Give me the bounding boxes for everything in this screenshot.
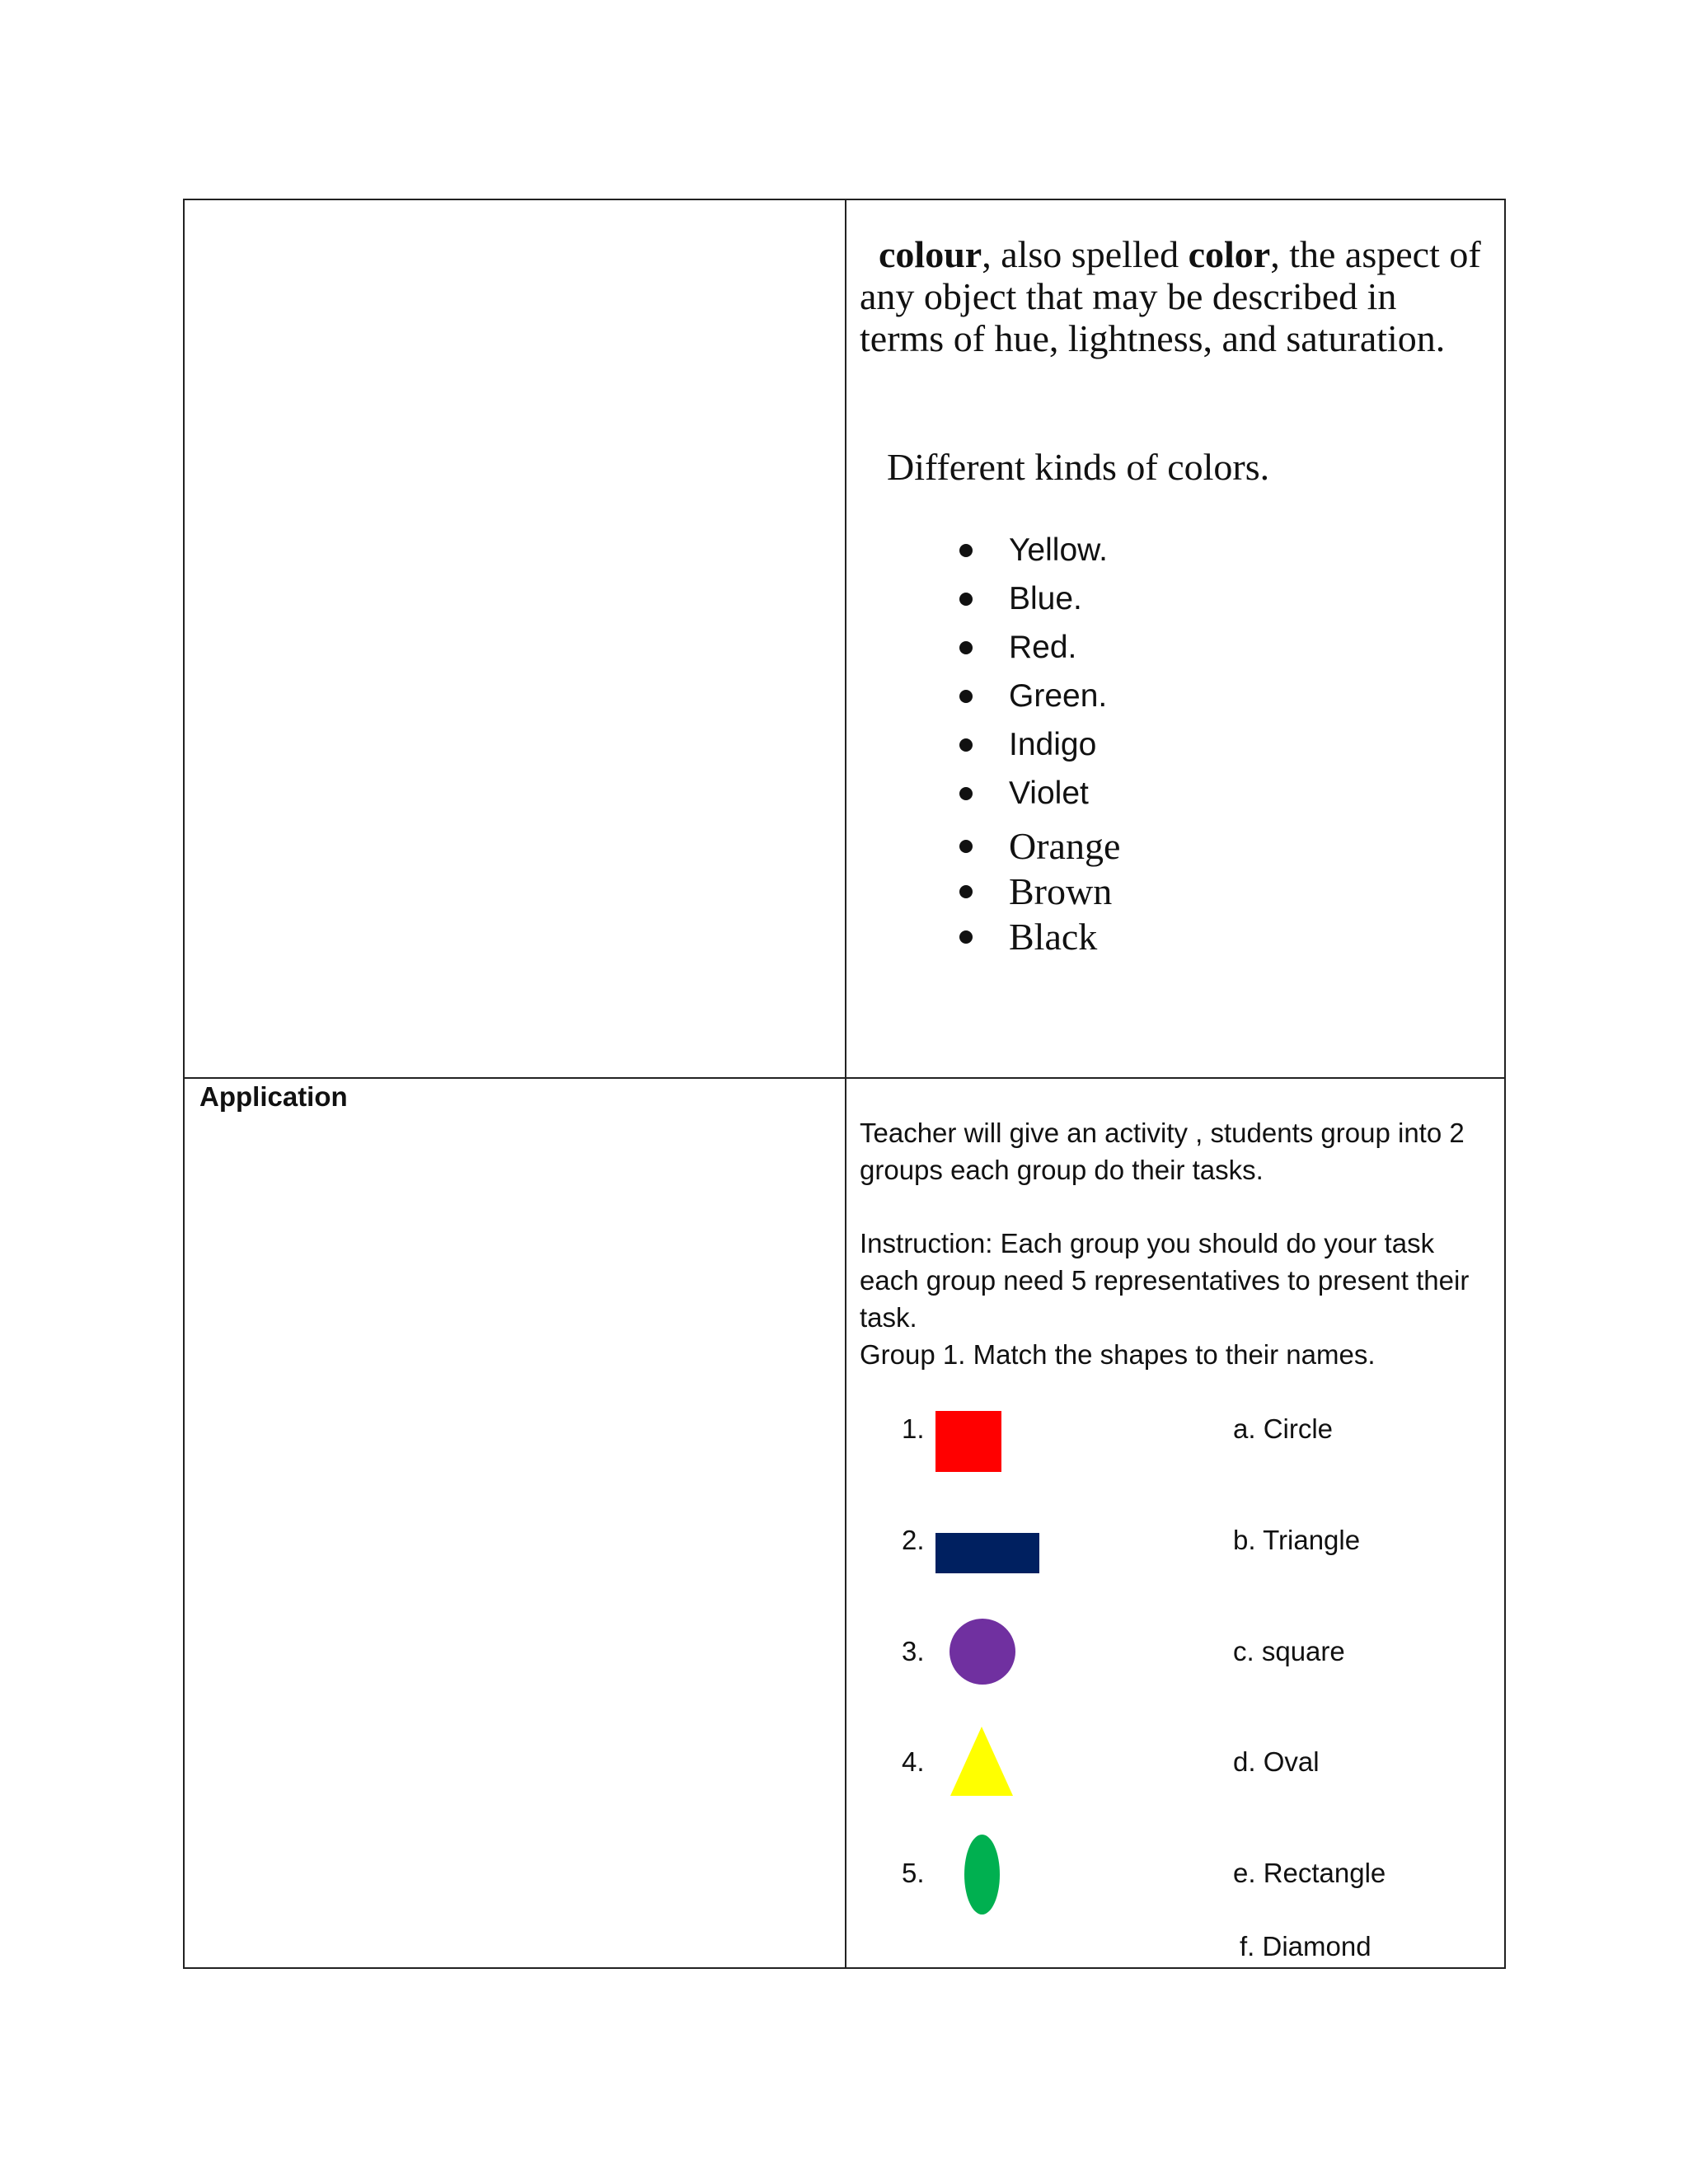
color-list-item: Indigo: [959, 727, 1096, 763]
bullet-icon: [959, 930, 973, 944]
red-square-shape: [935, 1411, 1001, 1472]
item-number: 1.: [902, 1413, 925, 1444]
color-list-item: Orange: [959, 824, 1120, 868]
item-number: 4.: [902, 1746, 925, 1777]
bullet-icon: [959, 787, 973, 800]
bullet-icon: [959, 885, 973, 898]
answer-option: c. square: [1233, 1636, 1345, 1666]
column-divider: [845, 200, 846, 1967]
purple-circle-shape: [950, 1619, 1015, 1685]
color-list-item: Brown: [959, 869, 1112, 913]
bullet-icon: [959, 641, 973, 654]
lesson-table: [183, 199, 1506, 1969]
row-divider: [185, 1077, 1504, 1079]
answer-option: e. Rectangle: [1233, 1858, 1386, 1888]
colour-definition: colour, also spelled color, the aspect of any object that may be described in terms of hue, lightness, and saturation.: [860, 233, 1481, 359]
bullet-icon: [959, 544, 973, 557]
bullet-icon: [959, 593, 973, 606]
color-list-item: Violet: [959, 776, 1089, 812]
answer-option: f. Diamond: [1240, 1931, 1372, 1961]
item-number: 2.: [902, 1525, 925, 1555]
application-label: Application: [199, 1081, 348, 1112]
yellow-triangle-fill: [950, 1727, 1013, 1796]
answer-option: d. Oval: [1233, 1746, 1320, 1777]
term-color: color: [1188, 233, 1271, 275]
group-task: Group 1. Match the shapes to their names.: [860, 1339, 1376, 1370]
bullet-icon: [959, 738, 973, 752]
navy-rectangle-shape: [935, 1533, 1039, 1573]
green-oval-shape: [964, 1835, 1000, 1915]
color-list-item: Red.: [959, 630, 1076, 666]
activity-intro: Teacher will give an activity , students group into 2 groups each group do their tasks.: [860, 1118, 1465, 1185]
color-list-item: Yellow.: [959, 532, 1108, 569]
kinds-heading: Different kinds of colors.: [887, 446, 1270, 488]
answer-option: b. Triangle: [1233, 1525, 1361, 1555]
item-number: 3.: [902, 1636, 925, 1666]
bullet-icon: [959, 690, 973, 703]
term-colour: colour: [879, 233, 982, 275]
color-list-item: Green.: [959, 678, 1107, 715]
answer-option: a. Circle: [1233, 1413, 1334, 1444]
color-list-item: Blue.: [959, 581, 1082, 617]
bullet-icon: [959, 840, 973, 853]
item-number: 5.: [902, 1858, 925, 1888]
instruction-text: Instruction: Each group you should do your task each group need 5 representatives to present their task.: [860, 1228, 1470, 1333]
color-list-item: Black: [959, 915, 1097, 958]
yellow-triangle-shape: [950, 1727, 1013, 1796]
